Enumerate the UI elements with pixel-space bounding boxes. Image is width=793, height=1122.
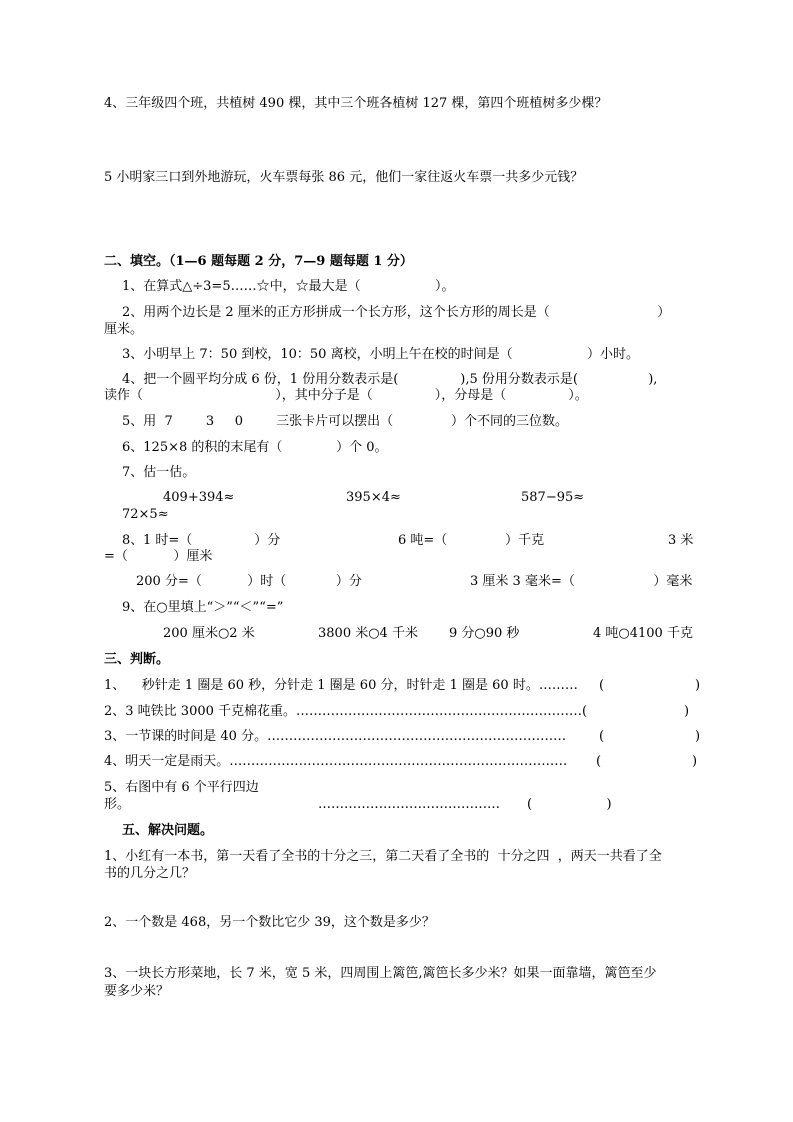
compare-2: 3800 米○4 千米 [318, 626, 418, 641]
estimate-2: 395×4≈ [346, 490, 401, 505]
judge-1-paren: ( ) [599, 678, 701, 693]
fill-q1: 1、在算式△÷3=5……☆中，☆最大是（ ）。 [122, 279, 455, 294]
fill-q6: 6、125×8 的积的末尾有（ ）个 0。 [122, 440, 388, 455]
convert-5: 3 厘米 3 毫米=（ ）毫米 [470, 574, 693, 589]
solve-q1-line2: 书的几分之几？ [104, 866, 196, 881]
judge-1: 1、 秒针走 1 圈是 60 秒，分针走 1 圈是 60 分，时针走 1 圈是 60 时。……… [104, 678, 578, 693]
judge-5-line2: 形。 [104, 797, 131, 812]
word-problem-5: 5 小明家三口到外地游玩，火车票每张 86 元，他们一家往返火车票一共多少元钱？ [104, 170, 584, 185]
solve-q2: 2、一个数是 468，另一个数比它少 39，这个数是多少？ [104, 915, 435, 930]
fill-q7: 7、估一估。 [122, 465, 196, 480]
fill-q3: 3、小明早上 7：50 到校，10：50 离校，小明上午在校的时间是（ ）小时。 [122, 347, 639, 362]
judge-2-paren: ) [684, 704, 690, 719]
convert-3-cont: =（ ）厘米 [104, 549, 213, 564]
solve-q3-line2: 要多少米？ [104, 984, 170, 999]
estimate-3: 587−95≈ [521, 490, 585, 505]
fill-q2-line2: 厘米。 [104, 322, 144, 337]
fill-q4-line1: 4、把一个圆平均分成 6 份，1 份用分数表示是( ),5 份用分数表示是( ), [122, 372, 658, 387]
section-5-heading: 五、解决问题。 [122, 823, 214, 838]
compare-3: 9 分○90 秒 [449, 626, 520, 641]
fill-q9: 9、在○里填上“＞”“＜”“=” [122, 600, 284, 615]
section-2-heading: 二、填空。（1—6 题每题 2 分，7—9 题每题 1 分） [104, 254, 413, 269]
judge-4: 4、明天一定是雨天。…………………………………………………………………… [104, 754, 568, 769]
judge-4-paren: ( ) [596, 754, 698, 769]
judge-5-dots: …………………………………… [318, 797, 500, 812]
estimate-1: 409+394≈ [163, 490, 235, 505]
fill-q2-line1: 2、用两个边长是 2 厘米的正方形拼成一个长方形，这个长方形的周长是（ ） [122, 305, 671, 320]
judge-3: 3、一节课的时间是 40 分。…………………………………………………………… [104, 729, 567, 744]
compare-1: 200 厘米○2 米 [163, 626, 255, 641]
compare-4: 4 吨○4100 千克 [593, 626, 693, 641]
judge-3-paren: ( ) [599, 729, 701, 744]
judge-5-paren: ( ) [527, 797, 612, 812]
solve-q3-line1: 3、一块长方形菜地，长 7 米，宽 5 米，四周围上篱笆,篱笆长多少米？如果一面靠墙，篱笆至少 [104, 966, 657, 981]
convert-4: 200 分=（ ）时（ ）分 [136, 574, 362, 589]
judge-2: 2、3 吨铁比 3000 千克棉花重。…………………………………………………………( [104, 704, 588, 719]
convert-1: 1 时=（ ）分 [143, 533, 281, 548]
word-problem-4: 4、三年级四个班，共植树 490 棵，其中三个班各植树 127 棵，第四个班植树多少棵？ [104, 96, 608, 111]
fill-q4-line2: 读作（ ），其中分子是（ ），分母是（ ）。 [104, 388, 588, 403]
solve-q1-line1: 1、小红有一本书，第一天看了全书的十分之三，第二天看了全书的 十分之四 ，两天一共看了全 [104, 849, 662, 864]
fill-q8-label: 8、 [122, 533, 144, 548]
convert-3: 3 米 [668, 533, 694, 548]
convert-2: 6 吨=（ ）千克 [398, 533, 545, 548]
estimate-4: 72×5≈ [122, 507, 169, 522]
fill-q5: 5、用 7 3 0 三张卡片可以摆出（ ）个不同的三位数。 [122, 414, 568, 429]
judge-5: 5、右图中有 6 个平行四边 [104, 780, 259, 795]
section-3-heading: 三、判断。 [104, 652, 170, 667]
